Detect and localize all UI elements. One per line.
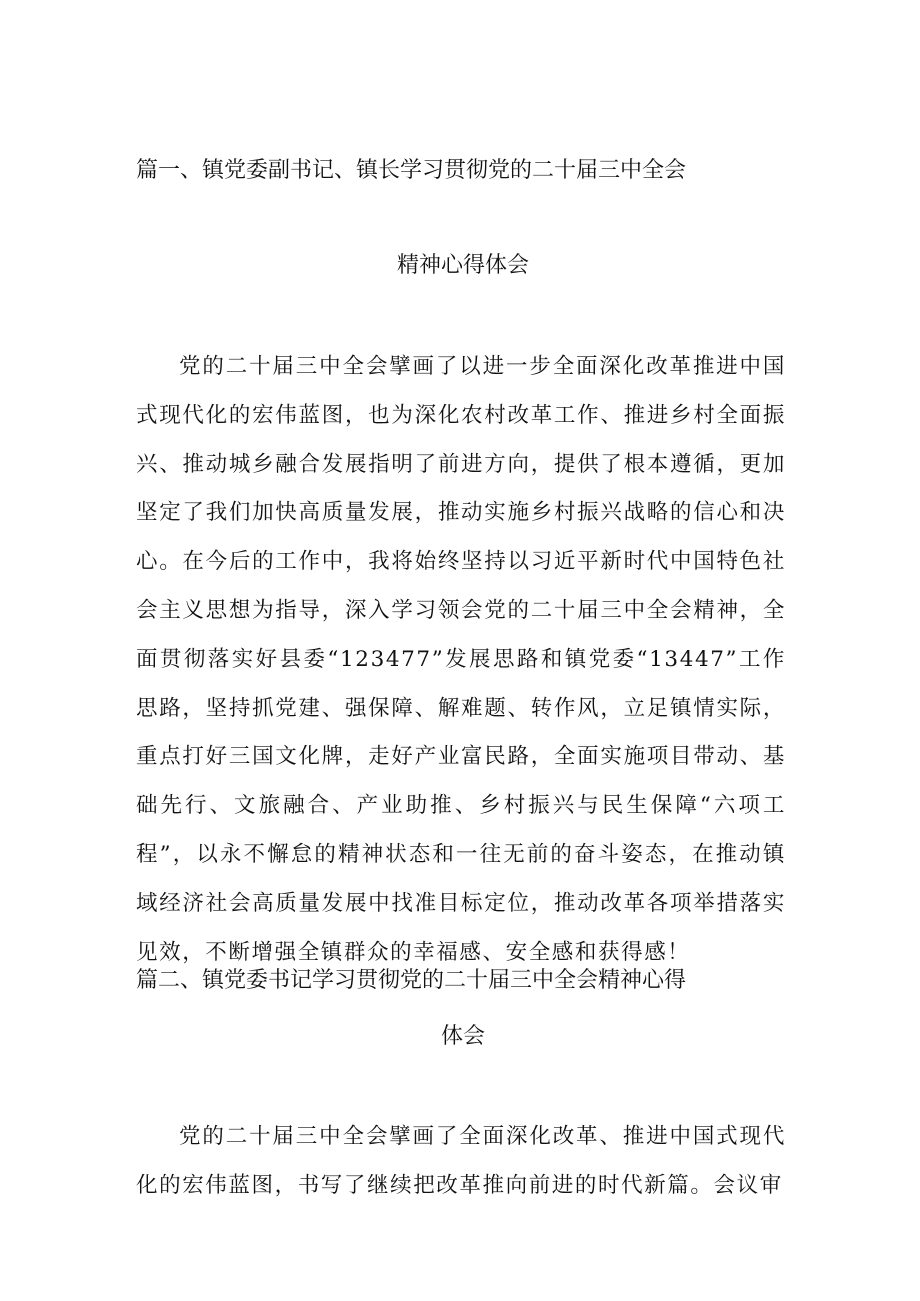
section2-title-line2: 体会 [440, 1024, 485, 1049]
section1-paragraph: 党的二十届三中全会擘画了以进一步全面深化改革推进中国式现代化的宏伟蓝图，也为深化农村改革工作、推进乡村全面振兴、推动城乡融合发展指明了前进方向，提供了根本遵循，更加坚定了我们加快高质量发展，推动实施乡村振兴战略的信心和决心。在今后的工作中，我将始终坚持以习近平新时代中国特色社会主义思想为指导，深入学习领会党的二十届三中全会精神，全面贯彻落实好县委“123477”发展思路和镇党委“13447”工作思路，坚持抓党建、强保障、解难题、转作风，立足镇情实际，重点打好三国文化牌，走好产业富民路，全面实施项目带动、基础先行、文旅融合、产业助推、乡村振兴与民生保障“六项工程”，以永不懈怠的精神状态和一往无前的奋斗姿态，在推动镇域经济社会高质量发展中找准目标定位，推动改革各项举措落实见效，不断增强全镇群众的幸福感、安全感和获得感！ [136, 354, 786, 965]
section2-paragraph: 党的二十届三中全会擘画了全面深化改革、推进中国式现代化的宏伟蓝图，书写了继续把改革推向前进的时代新篇。会议审 [136, 1124, 786, 1198]
section1-title-line1: 篇一、镇党委副书记、镇长学习贯彻党的二十届三中全会 [136, 158, 687, 183]
section2-title-line1: 篇二、镇党委书记学习贯彻党的二十届三中全会精神心得 [136, 968, 687, 993]
section1-title-line2: 精神心得体会 [396, 253, 529, 278]
